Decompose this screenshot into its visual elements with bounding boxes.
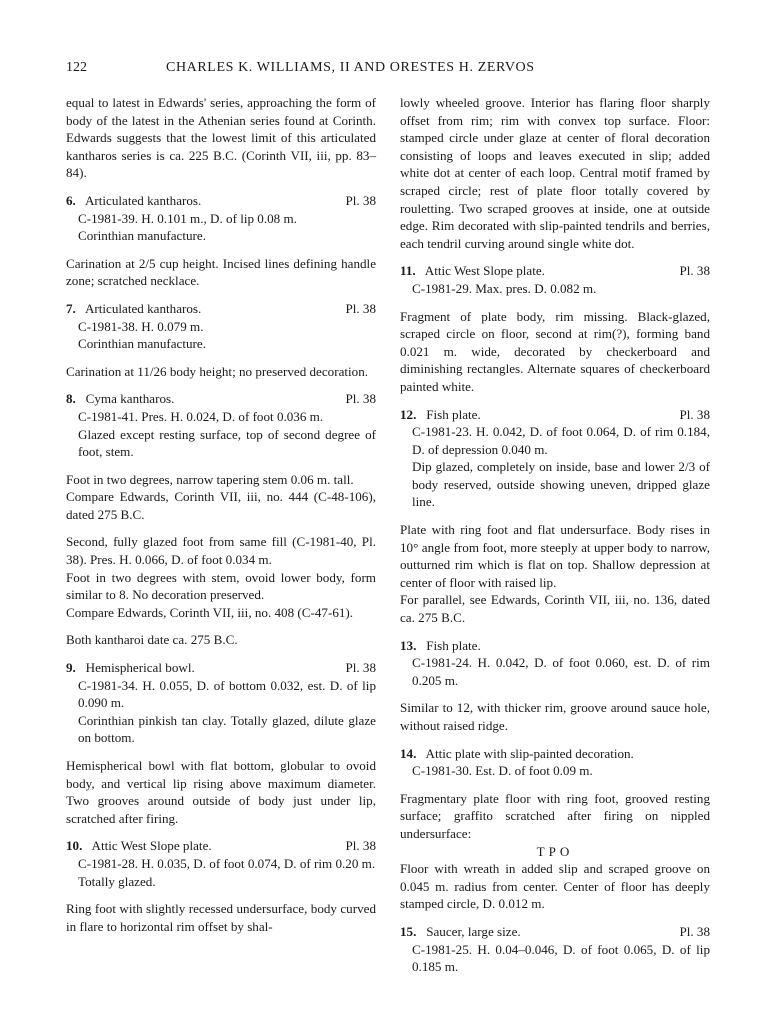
entry-title: Attic West Slope plate. [91, 838, 212, 854]
plate-ref: Pl. 38 [345, 838, 376, 854]
left-column: equal to latest in Edwards' series, approaching the form of body of the latest in the Athenian series found at Corinth. Edwards suggests that the lowest limit of this articulated kantharos series is ca. 225 B.C. (Corinth VII, iii, pp. 83–84). 6. Articulated kantharos. Pl. 38 C-1981-39. H. 0.101 m., D. of lip 0.08 m. Corinthian manufacture. Carination at 2/5 cup height. Incised lines defining handle zone; scratched necklace. 7. Articulated kantharos. Pl. 38 C-1981-38. H. 0.079 m. Corinthian manufacture. Carination at 11/26 body height; no preserved decoration. 8. Cyma kantharos. Pl. 38 C-1981-41. Pres. H. 0.024, D. of foot 0.036 m. Glazed except resting surface, top of second degree of foot, stem. Foot in two degrees, narrow tapering stem 0.06 m. tall. Compare Edwards, Corinth VII, iii, no. 444 (C-48-106), dated 275 B.C. Second, fully glazed foot from same fill (C-1981-40, Pl. 38). Pres. H. 0.066, D. of foot 0.034 m. Foot in two degrees with stem, ovoid lower body, form similar to 8. No decoration preserved. Compare Edwards, Corinth VII, iii, no. 408 (C-47-61). Both kantharoi date ca. 275 B.C. 9. Hemispherical bowl. Pl. 38 C-1981-34. H. 0.055, D. of bottom 0.032, est. D. of lip 0.090 m. Corinthian pinkish tan clay. Totally glazed, dilute glaze on bottom. Hemispherical bowl with flat bottom, globular to ovoid body, and vertical lip rising above maximum diameter. Two grooves around outside of body just under lip, scratched after firing. 10. Attic West Slope plate. Pl. 38 C-1981-28. H. 0.035, D. of foot 0.074, D. of rim 0.20 m. Totally glazed. Ring foot with slightly recessed undersurface, body curved in flare to horizontal rim offset by shal- [66, 95, 376, 934]
right-column: lowly wheeled groove. Interior has flaring floor sharply offset from rim; rim with convex top surface. Floor: stamped circle under glaze at center of floral decoration consisting of loops and leaves executed in slip; added white dot at center of each loop. Central motif framed by scraped circle; rest of plate floor totally covered by rouletting. Two scraped grooves at inside, one at outside edge. Rim decorated with slip-painted tendrils and berries, each tendril curving around single white dot. 11. Attic West Slope plate. Pl. 38 C-1981-29. Max. pres. D. 0.082 m. Fragment of plate body, rim missing. Black-glazed, scraped circle on floor, second at rim(?), forming band 0.021 m. wide, decorated by checkerboard and diminishing rectangles. Alternate squares of checkerboard painted white. 12. Fish plate. Pl. 38 C-1981-23. H. 0.042, D. of foot 0.064, D. of rim 0.184, D. of depression 0.040 m. Dip glazed, completely on inside, base and lower 2/3 of body reserved, outside showing uneven, dripped glaze line. Plate with ring foot and flat undersurface. Body rises in 10° angle from foot, more steeply at upper body to narrow, outturned rim which is flat on top. Shallow depression at center of floor with raised lip. For parallel, see Edwards, Corinth VII, iii, no. 136, dated ca. 275 B.C. 13. Fish plate. C-1981-24. H. 0.042, D. of foot 0.060, est. D. of rim 0.205 m. Similar to 12, with thicker rim, groove around sauce hole, without raised ridge. 14. Attic plate with slip-painted decoration. C-1981-30. Est. D. of foot 0.09 m. Fragmentary plate floor with ring foot, grooved resting surface; graffito scratched after firing on nippled undersurface: TPO Floor with wreath in added slip and scraped groove on 0.045 m. radius from center. Center of floor has deeply stamped circle, D. 0.012 m. 15. Saucer, large size. Pl. 38 C-1981-25. H. 0.04–0.046, D. of foot 0.065, D. of lip 0.185 m. [400, 95, 710, 975]
entry-title: Fish plate. [426, 637, 481, 653]
entry-title: Attic plate with slip-painted decoration. [425, 745, 634, 761]
entry-title: Cyma kantharos. [85, 391, 175, 407]
plate-ref: Pl. 38 [345, 300, 376, 316]
entry-title: Fish plate. [426, 406, 481, 422]
graffito: TPO [536, 843, 574, 859]
plate-ref: Pl. 38 [345, 391, 376, 407]
plate-ref: Pl. 38 [679, 406, 710, 422]
entry-title: Saucer, large size. [426, 923, 521, 939]
plate-ref: Pl. 38 [345, 192, 376, 208]
entry-title: Attic West Slope plate. [424, 263, 545, 279]
catalogue-entry-14: 14. Attic plate with slip-painted decoration. [400, 745, 634, 761]
entry-title: Articulated kantharos. [84, 192, 202, 208]
catalogue-entry-12: 12. Fish plate. Pl. 38 [400, 406, 710, 422]
plate-ref: Pl. 38 [345, 660, 376, 676]
catalogue-entry-6: 6. Articulated kantharos. Pl. 38 [66, 192, 376, 208]
catalogue-entry-8: 8. Cyma kantharos. Pl. 38 [66, 391, 376, 407]
plate-ref: Pl. 38 [679, 263, 710, 279]
catalogue-entry-13: 13. Fish plate. [400, 637, 481, 653]
entry-title: Hemispherical bowl. [85, 660, 195, 676]
catalogue-entry-9: 9. Hemispherical bowl. Pl. 38 [66, 660, 376, 676]
continued-paragraph: lowly wheeled groove. Interior has flaring floor sharply offset from rim; rim with convex top surface. Floor: stamped circle under glaze at center of floral decoration consisting of loops and leaves executed in slip; added white dot at center of each loop. Central motif framed by scraped circle; rest of plate floor totally covered by rouletting. Two scraped grooves at inside, one at outside edge. Rim decorated with slip-painted tendrils and berries, each tendril curving around single white dot. [400, 95, 710, 251]
intro-paragraph: equal to latest in Edwards' series, approaching the form of body of the latest in the Athenian series found at Corinth. Edwards suggests that the lowest limit of this articulated kantharos series is ca. 225 B.C. (Corinth VII, iii, pp. 83–84). [66, 95, 376, 181]
page-number: 122 [66, 60, 87, 75]
catalogue-entry-10: 10. Attic West Slope plate. Pl. 38 [66, 838, 376, 854]
entry-title: Articulated kantharos. [84, 300, 202, 316]
plate-ref: Pl. 38 [679, 923, 710, 939]
catalogue-entry-11: 11. Attic West Slope plate. Pl. 38 [400, 263, 710, 279]
running-head: CHARLES K. WILLIAMS, II AND ORESTES H. ZERVOS [166, 60, 535, 75]
catalogue-entry-15: 15. Saucer, large size. Pl. 38 [400, 923, 710, 939]
catalogue-entry-7: 7. Articulated kantharos. Pl. 38 [66, 300, 376, 316]
